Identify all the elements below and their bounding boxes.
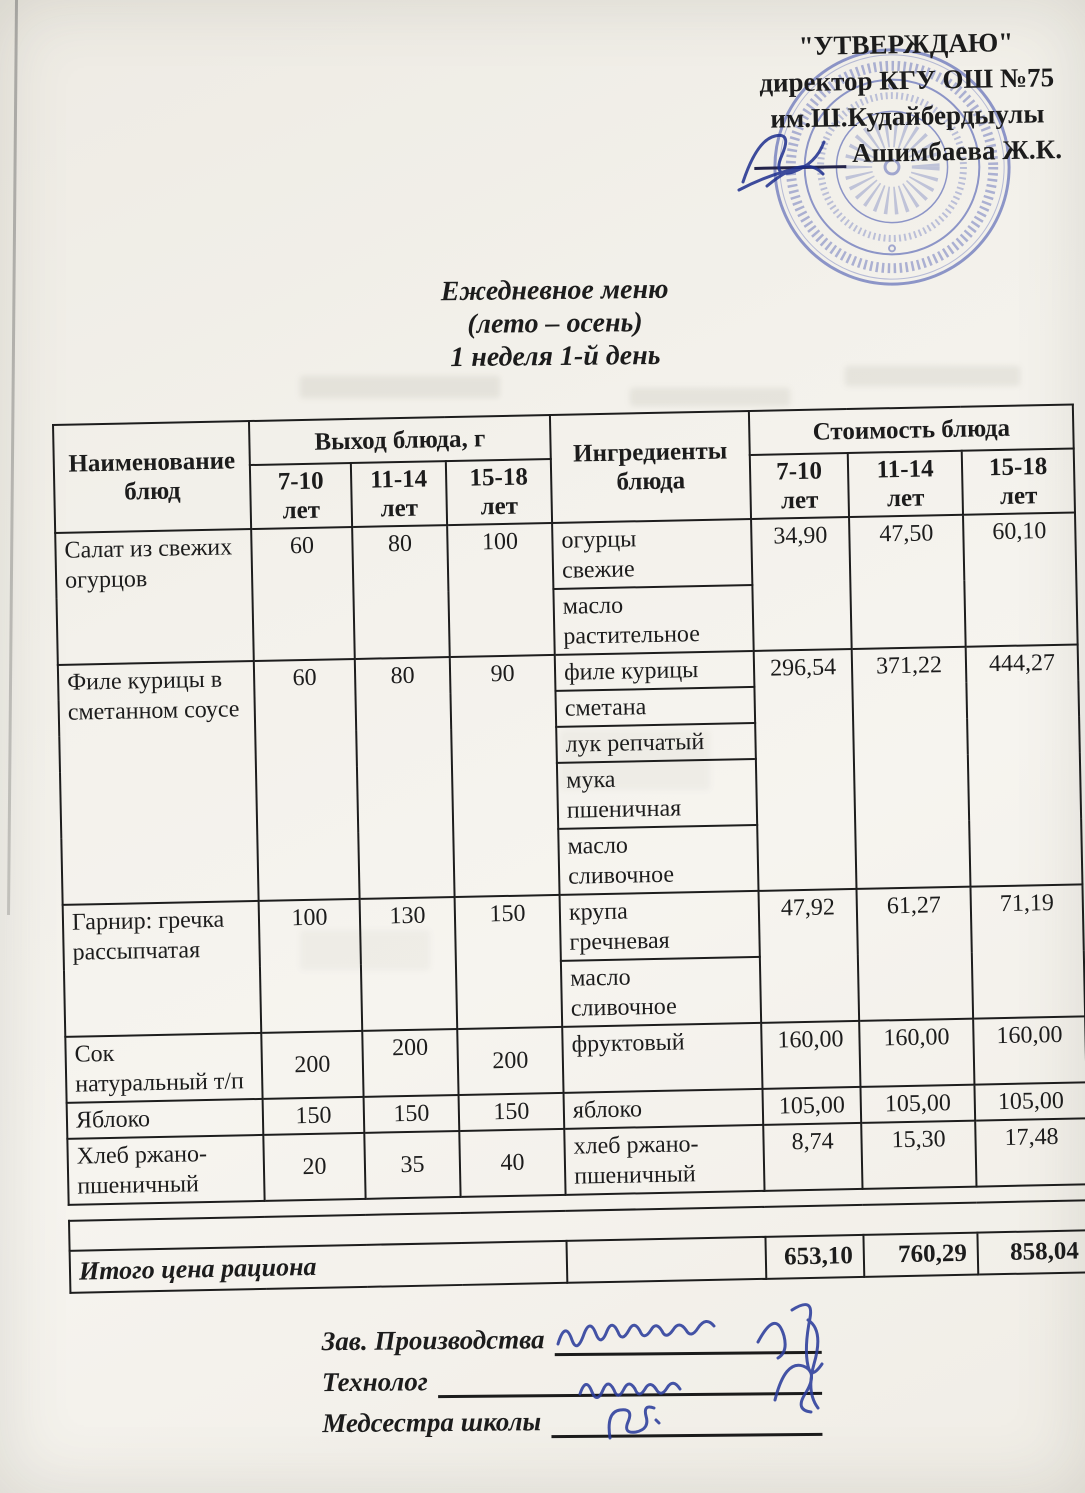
price-value: 371,22 xyxy=(852,647,971,889)
portion-value: 200 xyxy=(362,1029,458,1097)
handwritten-signatures-ink xyxy=(540,1298,880,1468)
price-value: 61,27 xyxy=(857,887,974,1021)
price-value: 47,92 xyxy=(759,889,860,1023)
price-value: 15,30 xyxy=(861,1121,976,1189)
total-label: Итого цена рациона xyxy=(70,1241,568,1293)
director-signature-ink xyxy=(733,118,893,208)
title-line-1: Ежедневное меню xyxy=(440,273,669,308)
portion-value: 35 xyxy=(364,1131,460,1199)
price-value: 105,00 xyxy=(860,1085,975,1123)
ingredient-cell: яблоко xyxy=(564,1089,764,1129)
dish-name: Салат из свежих огурцов xyxy=(55,529,254,665)
ingredient-cell: масло сливочное xyxy=(558,825,758,895)
price-value: 17,48 xyxy=(975,1118,1085,1186)
dish-name: Филе курицы в сметанном соусе xyxy=(58,661,259,905)
portion-value: 60 xyxy=(251,527,355,661)
portion-value: 200 xyxy=(457,1027,563,1095)
portion-value: 80 xyxy=(355,657,455,899)
total-price-15-18: 858,04 xyxy=(977,1230,1085,1274)
technologist-label: Технолог xyxy=(321,1366,428,1398)
price-value: 8,74 xyxy=(763,1123,862,1191)
ingredient-cell: филе курицы xyxy=(555,651,755,691)
page-edge-shadow xyxy=(7,0,18,915)
ingredient-cell: сметана xyxy=(555,687,755,727)
menu-table-area xyxy=(52,403,1085,1293)
portion-value: 100 xyxy=(447,523,555,657)
portion-value: 80 xyxy=(352,525,450,659)
price-value: 105,00 xyxy=(763,1087,862,1125)
total-price-11-14: 760,29 xyxy=(863,1233,978,1277)
ingredient-cell: огурцы свежие xyxy=(552,519,752,589)
school-nurse-label: Медсестра школы xyxy=(322,1406,542,1439)
dish-name: Сок натуральный т/п xyxy=(65,1033,262,1103)
production-manager-label: Зав. Производства xyxy=(321,1324,545,1357)
ingredient-cell: лук репчатый xyxy=(556,723,756,763)
price-value: 160,00 xyxy=(859,1019,974,1087)
dish-name: Яблоко xyxy=(67,1099,264,1139)
col-header-age-11-14: 11-14 лет xyxy=(351,461,447,527)
portion-value: 20 xyxy=(263,1133,365,1201)
daily-menu-table xyxy=(52,403,1085,1205)
col-header-age-7-10: 7-10 лет xyxy=(750,453,849,519)
col-header-cost-group: Стоимость блюда xyxy=(749,405,1074,455)
portion-value: 150 xyxy=(455,895,563,1029)
ingredient-cell: масло растительное xyxy=(553,585,753,655)
col-header-age-7-10: 7-10 лет xyxy=(250,463,352,529)
portion-value: 40 xyxy=(459,1129,565,1197)
approval-director-line: директор КГУ ОШ №75 xyxy=(758,62,1055,98)
dish-name: Хлеб ржано- пшеничный xyxy=(67,1135,264,1205)
bleed-through-smudge xyxy=(300,376,500,398)
ingredient-cell: фруктовый xyxy=(562,1023,762,1093)
title-line-2: (лето – осень) xyxy=(467,307,643,340)
total-price-7-10: 653,10 xyxy=(765,1235,864,1279)
col-header-age-15-18: 15-18 лет xyxy=(962,448,1075,514)
dish-name: Гарнир: гречка рассыпчатая xyxy=(63,901,262,1037)
approval-director-name: Ашимбаева Ж.К. xyxy=(851,134,1063,169)
price-value: 444,27 xyxy=(966,644,1083,886)
approval-quote: "УТВЕРЖДАЮ" xyxy=(798,26,1014,62)
col-header-ingredients: Ингредиенты блюда xyxy=(550,411,751,523)
empty-cell xyxy=(566,1237,766,1283)
portion-value: 200 xyxy=(261,1031,363,1099)
col-header-age-11-14: 11-14 лет xyxy=(848,451,963,517)
title-line-3: 1 неделя 1-й день xyxy=(450,339,661,374)
price-value: 34,90 xyxy=(751,517,852,651)
price-value: 105,00 xyxy=(974,1082,1085,1120)
portion-value: 100 xyxy=(259,899,363,1033)
portion-value: 90 xyxy=(450,655,560,897)
portion-value: 60 xyxy=(254,659,360,901)
portion-value: 150 xyxy=(263,1097,365,1135)
portion-value: 150 xyxy=(364,1095,460,1133)
totals-table xyxy=(68,1199,1085,1293)
price-value: 160,00 xyxy=(973,1016,1085,1084)
price-value: 160,00 xyxy=(761,1021,860,1089)
col-header-age-15-18: 15-18 лет xyxy=(446,459,552,525)
price-value: 47,50 xyxy=(849,515,966,649)
approval-school-line: им.Ш.Кудайбердыулы xyxy=(770,98,1045,134)
bleed-through-smudge xyxy=(630,388,790,406)
ingredient-cell: крупа гречневая xyxy=(560,891,760,961)
portion-value: 150 xyxy=(459,1093,565,1131)
price-value: 60,10 xyxy=(963,512,1078,646)
col-header-output-group: Выход блюда, г xyxy=(249,415,551,465)
price-value: 71,19 xyxy=(970,884,1085,1018)
col-header-dish: Наименование блюд xyxy=(53,421,251,533)
portion-value: 130 xyxy=(360,897,458,1031)
price-value: 296,54 xyxy=(754,649,857,891)
ingredient-cell: хлеб ржано- пшеничный xyxy=(564,1125,764,1195)
ingredient-cell: мука пшеничная xyxy=(557,759,757,829)
ingredient-cell: масло сливочное xyxy=(561,957,761,1027)
